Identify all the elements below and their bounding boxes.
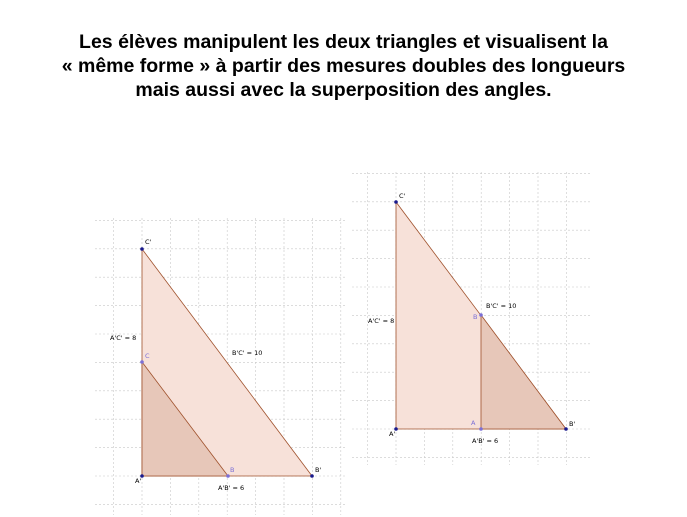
label-b-right: B bbox=[473, 313, 478, 321]
label-c-left: C bbox=[145, 352, 150, 360]
point-c-prime-left bbox=[140, 247, 144, 251]
label-a-right: A bbox=[471, 419, 476, 427]
point-a-right bbox=[479, 427, 483, 431]
label-b-prime-left: B' bbox=[315, 466, 322, 474]
title-line-2: « même forme » à partir des mesures doubles des longueurs bbox=[61, 55, 626, 77]
measure-ab-left: A'B' = 6 bbox=[218, 484, 245, 492]
figure-left bbox=[110, 238, 321, 492]
label-b-left: B bbox=[230, 466, 235, 474]
point-b-right bbox=[479, 313, 483, 317]
point-c-prime-right bbox=[394, 200, 398, 204]
label-a-prime-left: A' bbox=[135, 477, 142, 485]
measure-bc-left: B'C' = 10 bbox=[232, 349, 263, 357]
point-c-left bbox=[140, 360, 144, 364]
title-line-1: Les élèves manipulent les deux triangles et visualisent la bbox=[79, 31, 608, 53]
label-c-prime-right: C' bbox=[399, 192, 406, 200]
label-b-prime-right: B' bbox=[569, 420, 576, 428]
title-line-3: mais aussi avec la superposition des angles. bbox=[135, 79, 552, 101]
measure-ac-right: A'C' = 8 bbox=[368, 317, 395, 325]
measure-bc-right: B'C' = 10 bbox=[486, 302, 517, 310]
point-b-left bbox=[226, 474, 230, 478]
measure-ab-right: A'B' = 6 bbox=[472, 437, 499, 445]
measure-ac-left: A'C' = 8 bbox=[110, 334, 137, 342]
label-c-prime-left: C' bbox=[145, 238, 152, 246]
point-b-prime-right bbox=[564, 427, 568, 431]
label-a-prime-right: A' bbox=[389, 430, 396, 438]
point-b-prime-left bbox=[310, 474, 314, 478]
